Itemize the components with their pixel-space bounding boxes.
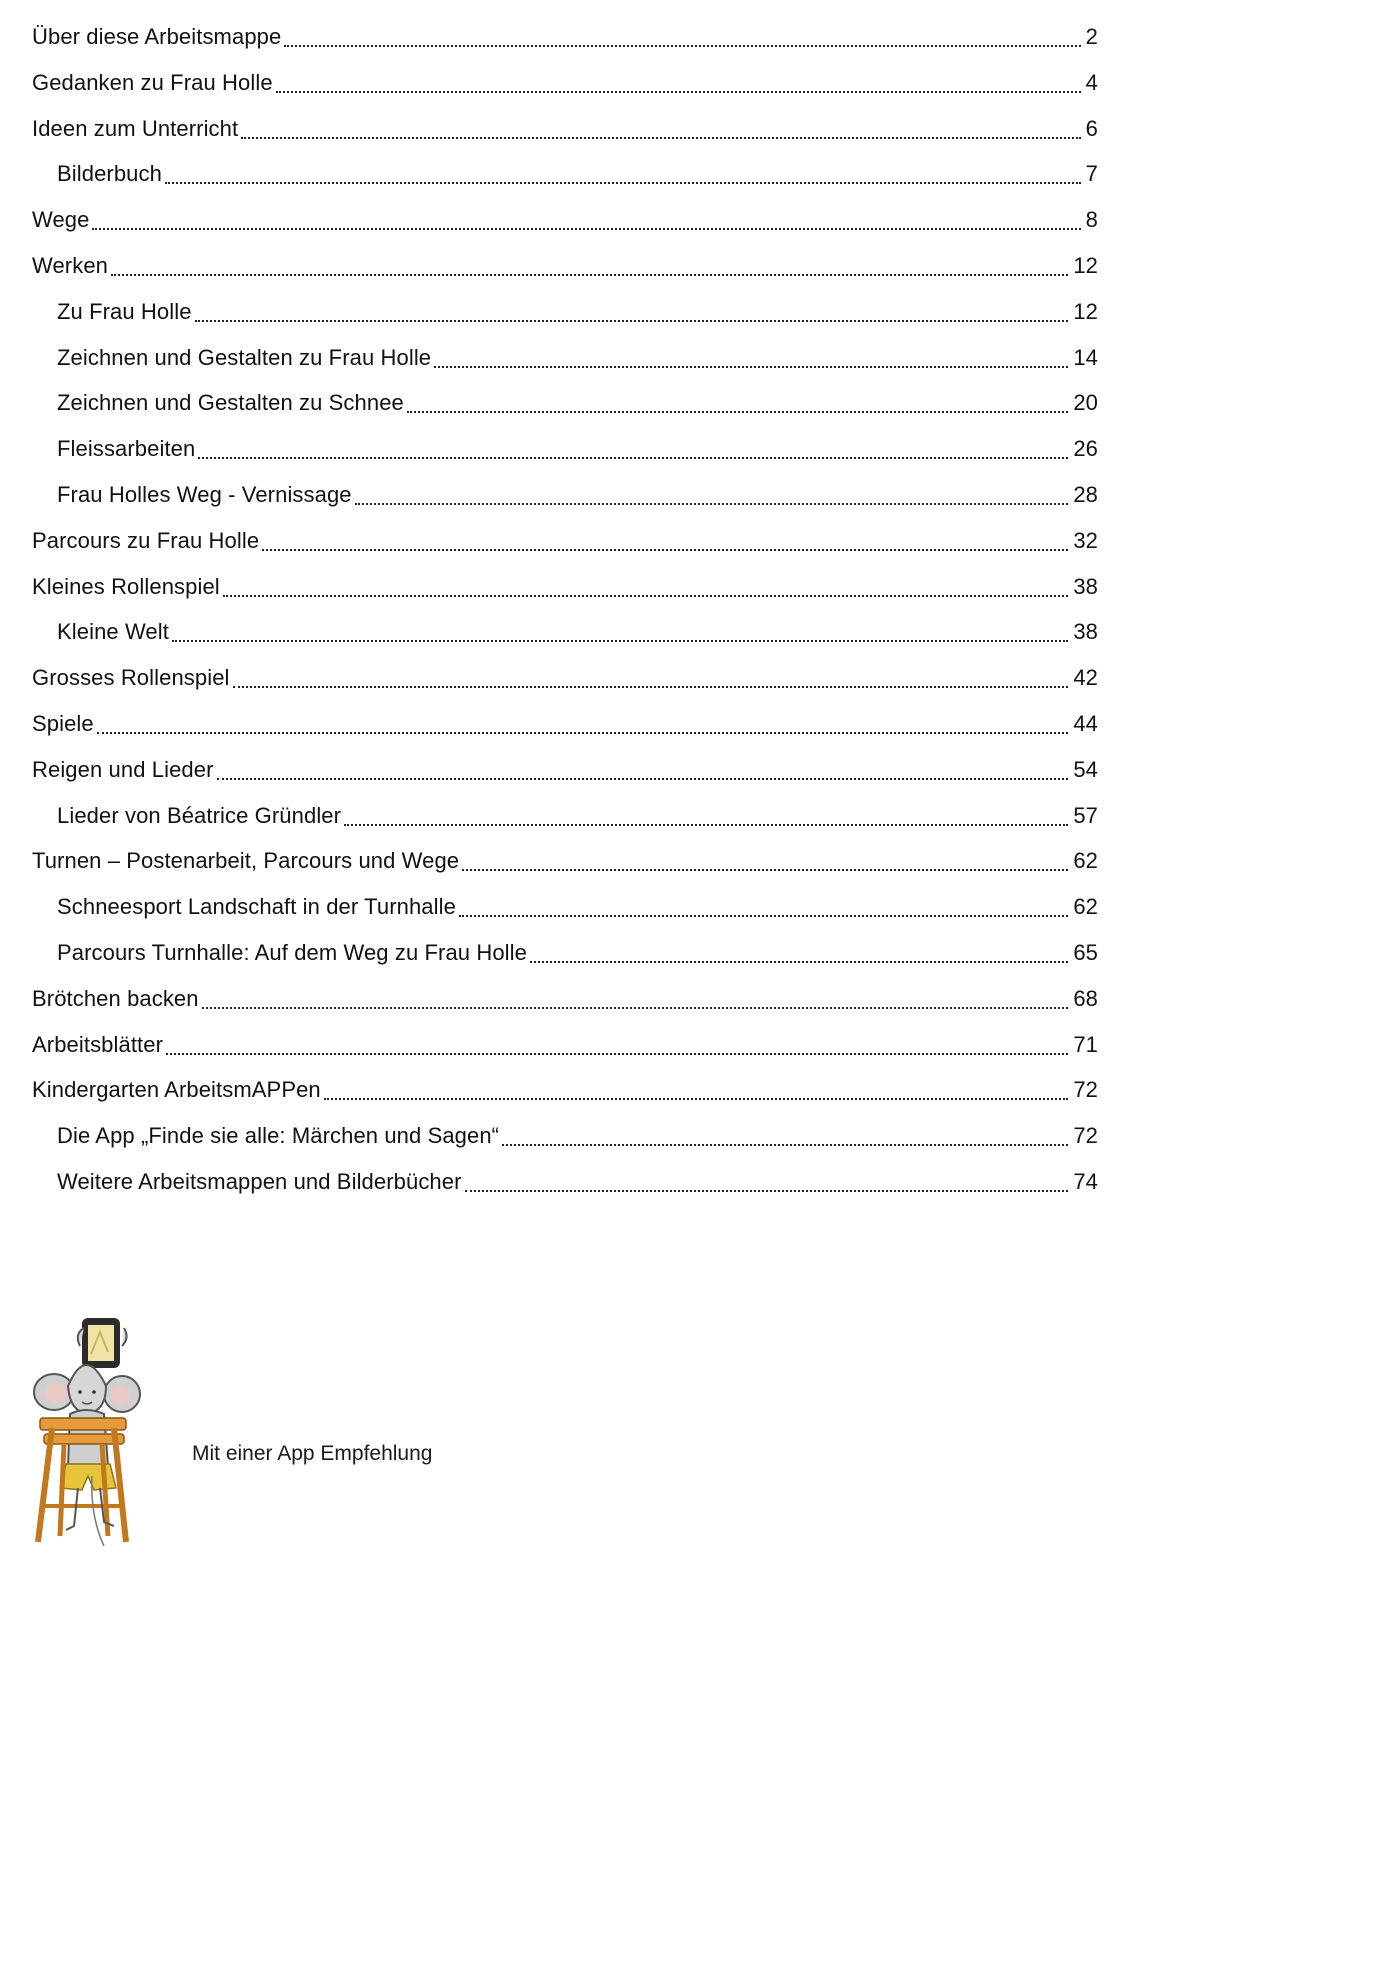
toc-dot-leader xyxy=(165,151,1083,197)
toc-entry[interactable] xyxy=(32,793,1098,839)
toc-entry-page-number: 71 xyxy=(1073,1031,1098,1057)
toc-entry[interactable] xyxy=(32,747,1098,793)
toc-entry-page-number: 8 xyxy=(1085,207,1098,233)
toc-dot-leader xyxy=(111,243,1070,289)
toc-entry-title: Brötchen backen xyxy=(32,985,199,1011)
toc-entry-title: Frau Holles Weg - Vernissage xyxy=(57,481,352,507)
toc-dot-leader xyxy=(97,701,1071,747)
toc-entry[interactable] xyxy=(32,884,1098,930)
toc-entry-title: Parcours zu Frau Holle xyxy=(32,527,260,553)
toc-entry[interactable] xyxy=(32,976,1098,1022)
toc-entry-page-number: 28 xyxy=(1073,481,1098,507)
toc-entry[interactable] xyxy=(32,335,1098,381)
toc-entry[interactable] xyxy=(32,930,1098,976)
toc-dot-leader xyxy=(223,564,1071,610)
toc-entry-page-number: 14 xyxy=(1073,344,1098,370)
toc-entry-title: Schneesport Landschaft in der Turnhalle xyxy=(57,894,456,920)
toc-entry-page-number: 65 xyxy=(1073,939,1098,965)
toc-entry-title: Werken xyxy=(32,252,108,278)
toc-dot-leader xyxy=(202,976,1071,1022)
toc-entry[interactable] xyxy=(32,426,1098,472)
toc-dot-leader xyxy=(262,518,1070,564)
toc-entry-title: Fleissarbeiten xyxy=(57,436,196,462)
toc-entry-page-number: 32 xyxy=(1073,527,1098,553)
toc-entry[interactable] xyxy=(32,655,1098,701)
toc-dot-leader xyxy=(284,14,1082,60)
toc-entry-page-number: 38 xyxy=(1073,573,1098,599)
toc-entry-page-number: 62 xyxy=(1073,894,1098,920)
toc-entry[interactable] xyxy=(32,197,1098,243)
toc-entry[interactable] xyxy=(32,289,1098,335)
toc-dot-leader xyxy=(344,793,1070,839)
toc-entry-title: Gedanken zu Frau Holle xyxy=(32,69,273,95)
toc-entry[interactable] xyxy=(32,380,1098,426)
toc-dot-leader xyxy=(241,106,1082,152)
toc-dot-leader xyxy=(92,197,1082,243)
toc-entry-page-number: 38 xyxy=(1073,619,1098,645)
toc-entry-page-number: 72 xyxy=(1073,1123,1098,1149)
toc-entry-title: Zeichnen und Gestalten zu Schnee xyxy=(57,390,404,416)
toc-entry-page-number: 4 xyxy=(1085,69,1098,95)
toc-entry-page-number: 57 xyxy=(1073,802,1098,828)
toc-entry-page-number: 44 xyxy=(1073,710,1098,736)
toc-entry[interactable] xyxy=(32,1022,1098,1068)
toc-entry-page-number: 74 xyxy=(1073,1168,1098,1194)
toc-dot-leader xyxy=(172,609,1070,655)
toc-dot-leader xyxy=(530,930,1070,976)
toc-entry-title: Zeichnen und Gestalten zu Frau Holle xyxy=(57,344,432,370)
toc-dot-leader xyxy=(502,1113,1070,1159)
toc-entry[interactable] xyxy=(32,1113,1098,1159)
toc-entry-page-number: 68 xyxy=(1073,985,1098,1011)
toc-entry-title: Turnen – Postenarbeit, Parcours und Wege xyxy=(32,848,460,874)
toc-dot-leader xyxy=(195,289,1071,335)
toc-entry[interactable] xyxy=(32,609,1098,655)
toc-entry-page-number: 2 xyxy=(1085,24,1098,49)
toc-dot-leader xyxy=(459,884,1070,930)
toc-entry-page-number: 42 xyxy=(1073,665,1098,691)
toc-entry-page-number: 7 xyxy=(1085,161,1098,187)
toc-dot-leader xyxy=(233,655,1071,701)
toc-entry[interactable] xyxy=(32,518,1098,564)
table-of-contents xyxy=(32,14,1098,1205)
toc-entry-page-number: 54 xyxy=(1073,756,1098,782)
toc-entry-page-number: 20 xyxy=(1073,390,1098,416)
toc-entry[interactable] xyxy=(32,14,1098,60)
toc-entry-title: Parcours Turnhalle: Auf dem Weg zu Frau Holle xyxy=(57,939,527,965)
toc-entry-title: Arbeitsblätter xyxy=(32,1031,164,1057)
toc-entry-title: Kleine Welt xyxy=(57,619,169,645)
toc-entry-title: Ideen zum Unterricht xyxy=(32,115,239,141)
toc-entry-page-number: 12 xyxy=(1073,252,1098,278)
toc-dot-leader xyxy=(355,472,1071,518)
toc-dot-leader xyxy=(407,380,1070,426)
toc-entry-title: Reigen und Lieder xyxy=(32,756,214,782)
toc-dot-leader xyxy=(198,426,1070,472)
toc-entry[interactable] xyxy=(32,472,1098,518)
toc-entry[interactable] xyxy=(32,243,1098,289)
toc-entry[interactable] xyxy=(32,60,1098,106)
toc-entry-page-number: 12 xyxy=(1073,298,1098,324)
toc-entry-title: Zu Frau Holle xyxy=(57,298,192,324)
toc-dot-leader xyxy=(276,60,1083,106)
mouse-with-tablet-illustration xyxy=(30,1316,142,1548)
toc-dot-leader xyxy=(324,1067,1071,1113)
toc-entry[interactable] xyxy=(32,151,1098,197)
toc-entry-title: Über diese Arbeitsmappe xyxy=(32,24,282,49)
toc-entry[interactable] xyxy=(32,564,1098,610)
toc-entry[interactable] xyxy=(32,701,1098,747)
toc-entry-title: Weitere Arbeitsmappen und Bilderbücher xyxy=(57,1168,462,1194)
toc-dot-leader xyxy=(462,838,1070,884)
toc-entry-page-number: 72 xyxy=(1073,1077,1098,1103)
toc-entry-page-number: 62 xyxy=(1073,848,1098,874)
toc-entry[interactable] xyxy=(32,1067,1098,1113)
toc-entry-page-number: 26 xyxy=(1073,436,1098,462)
toc-entry-title: Kleines Rollenspiel xyxy=(32,573,220,599)
toc-entry-title: Wege xyxy=(32,207,90,233)
toc-entry[interactable] xyxy=(32,838,1098,884)
toc-entry-title: Die App „Finde sie alle: Märchen und Sagen“ xyxy=(57,1123,500,1149)
app-recommendation-caption: Mit einer App Empfehlung xyxy=(192,1442,433,1465)
toc-entry-title: Bilderbuch xyxy=(57,161,162,187)
toc-entry-page-number: 6 xyxy=(1085,115,1098,141)
toc-entry[interactable] xyxy=(32,1159,1098,1205)
toc-entry-title: Grosses Rollenspiel xyxy=(32,665,230,691)
toc-entry-title: Spiele xyxy=(32,710,94,736)
toc-dot-leader xyxy=(434,335,1070,381)
toc-entry-title: Lieder von Béatrice Gründler xyxy=(57,802,342,828)
toc-entry[interactable] xyxy=(32,106,1098,152)
toc-dot-leader xyxy=(217,747,1071,793)
toc-entry-title: Kindergarten ArbeitsmAPPen xyxy=(32,1077,321,1103)
toc-dot-leader xyxy=(465,1159,1071,1205)
toc-dot-leader xyxy=(166,1022,1070,1068)
